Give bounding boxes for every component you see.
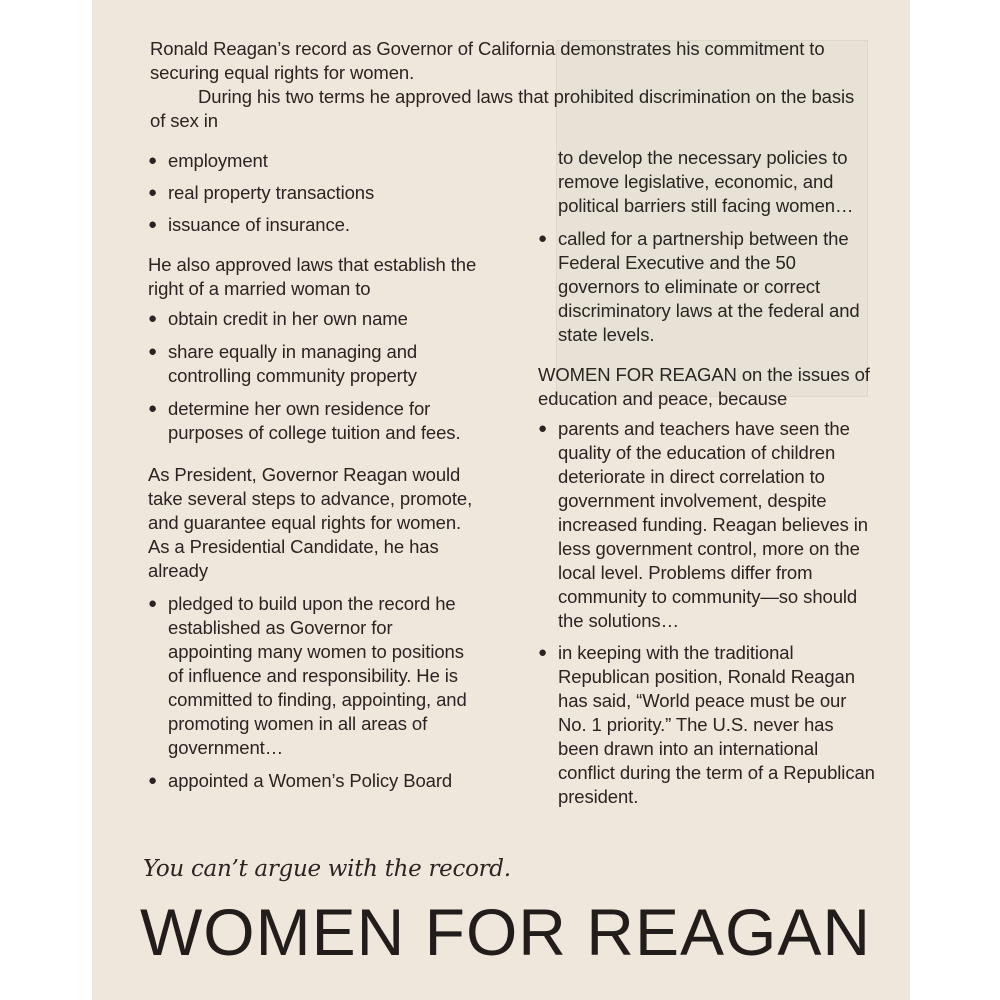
intro-block [150, 37, 870, 133]
intro-paragraph-2: During his two terms he approved laws that prohibited discrimination on the basis of sex in [150, 86, 855, 131]
issues-paragraph [538, 363, 878, 411]
discrimination-list [148, 145, 478, 241]
list-item: ● real property transactions [148, 177, 478, 209]
right-column [538, 146, 878, 809]
intro-paragraph: Ronald Reagan’s record as Governor of California demonstrates his commitment to securing equal rights for women. [150, 38, 825, 83]
policy-board-continuation: to develop the necessary policies to remove legislative, economic, and political barriers still facing women… [558, 147, 854, 216]
list-item: ● in keeping with the traditional Republican position, Ronald Reagan has said, “World peace must be our No. 1 priority.” The U.S. never has been drawn into an international conflict during the term of a Republican president. [538, 641, 878, 809]
org-name-inline: WOMEN FOR REAGAN [538, 364, 737, 385]
list-item: ● pledged to build upon the record he established as Governor for appointing many women to positions of influence and responsibility. He is committed to finding, appointing, and promoting women in all areas of government… [148, 592, 478, 760]
list-item: ● called for a partnership between the Federal Executive and the 50 governors to eliminate or correct discriminatory laws at the federal and state levels. [538, 227, 878, 347]
list-item: ● appointed a Women’s Policy Board [148, 769, 478, 793]
list-item: ● employment [148, 145, 478, 177]
partnership-list [538, 227, 878, 347]
married-woman-rights-list [148, 307, 478, 445]
list-item: ● determine her own residence for purposes of college tuition and fees. [148, 397, 478, 445]
left-column [148, 145, 478, 793]
tagline: You can’t argue with the record. [143, 856, 511, 882]
women-for-reagan-logo: WOMEN FOR REAGAN [140, 895, 872, 969]
president-paragraph: As President, Governor Reagan would take several steps to advance, promote, and guarantee equal rights for women. As a Presidential Candidate, he has already [148, 464, 473, 581]
married-woman-paragraph: He also approved laws that establish the right of a married woman to [148, 254, 477, 299]
candidate-actions-list [148, 592, 478, 793]
issues-list [538, 417, 878, 809]
issues-text: on the issues of education and peace, because [538, 364, 870, 409]
list-item: ● obtain credit in her own name [148, 307, 478, 331]
list-item: ● parents and teachers have seen the quality of the education of children deteriorate in direct correlation to government involvement, despite increased funding. Reagan believes in less government control, more on the local level. Problems differ from community to community—so should the solutions… [538, 417, 878, 633]
list-item: ● share equally in managing and controlling community property [148, 340, 478, 388]
list-item: ● issuance of insurance. [148, 209, 478, 241]
